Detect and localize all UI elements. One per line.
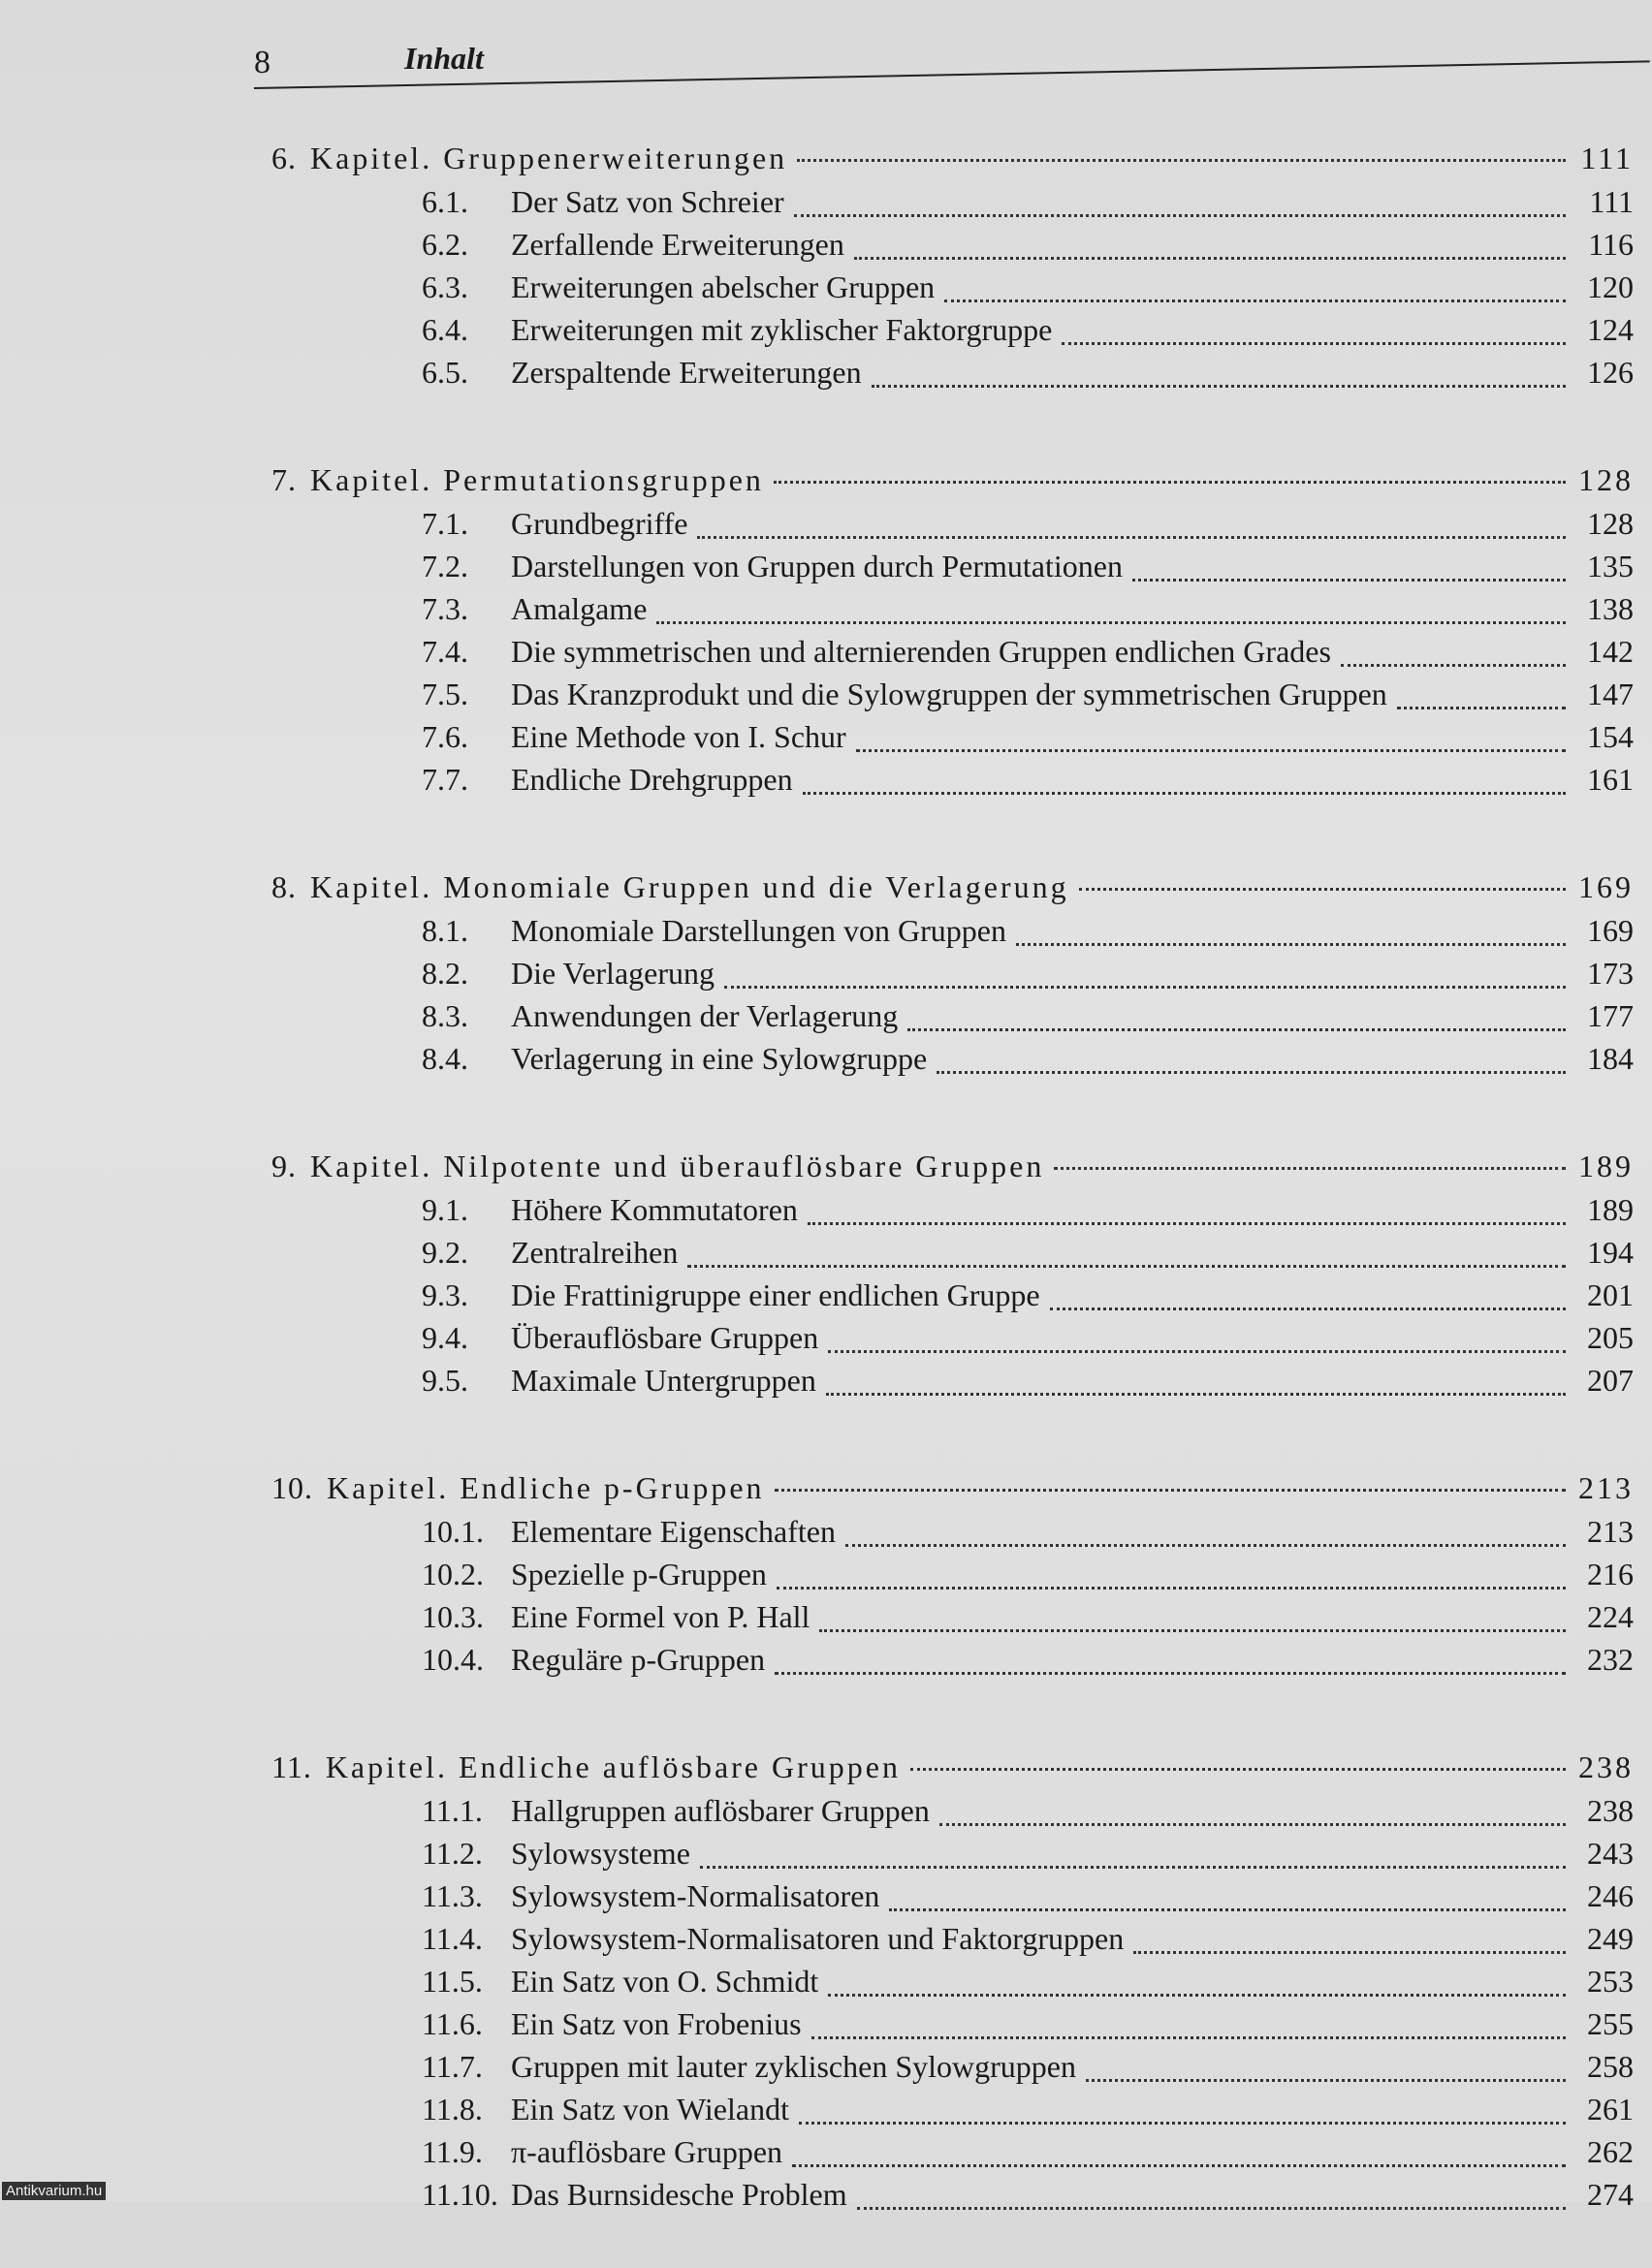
dot-leader [1132,579,1566,582]
chapter-heading [271,1132,1634,1192]
section-title: Reguläre p-Gruppen [511,1642,766,1677]
section-title: Hallgruppen auflösbarer Gruppen [511,1793,930,1828]
dot-leader [1054,1167,1566,1170]
section-page-ref: 138 [1587,591,1634,626]
section-page-ref: 116 [1588,227,1634,262]
dot-leader [1341,664,1566,667]
section-title: Die Frattinigruppe einer endlichen Gruppe [511,1277,1040,1312]
section-title: Ein Satz von Wielandt [511,2092,789,2126]
section-page-ref: 111 [1589,184,1634,219]
section-title: Amalgame [511,591,648,626]
dot-leader [803,792,1566,795]
section-number: 6.2. [422,227,468,262]
toc-entry [271,1878,1634,1921]
dot-leader [656,621,1566,624]
chapter-page-ref: 238 [1578,1749,1634,1784]
section-title: Monomiale Darstellungen von Gruppen [511,913,1006,948]
chapter-title: Kapitel. Endliche p-Gruppen [327,1470,765,1505]
toc-entry [271,1599,1634,1642]
toc-entry [271,2049,1634,2092]
section-title: Endliche Drehgruppen [511,762,793,797]
dot-leader [775,1489,1566,1492]
dot-leader [1086,2079,1566,2082]
section-title: Die symmetrischen und alternierenden Gruppen endlichen Grades [511,634,1331,669]
dot-leader [939,1823,1566,1826]
section-number: 9.4. [422,1320,468,1355]
section-title: Der Satz von Schreier [511,184,784,219]
section-page-ref: 238 [1587,1793,1634,1828]
chapter-number: 7. [271,462,297,497]
dot-leader [774,481,1566,484]
section-number: 11.2. [422,1836,483,1871]
toc-entry [271,1793,1634,1836]
section-title: Das Kranzprodukt und die Sylowgruppen der symmetrischen Gruppen [511,677,1387,711]
chapter-title: Kapitel. Permutationsgruppen [310,462,764,497]
chapter-title: Kapitel. Nilpotente und überauflösbare Gruppen [310,1149,1045,1183]
toc-entry [271,719,1634,762]
section-number: 10.4. [422,1642,484,1677]
toc-entry [271,1041,1634,1084]
section-number: 11.9. [422,2134,483,2169]
dot-leader [724,986,1566,989]
section-number: 8.2. [422,956,468,991]
section-number: 8.4. [422,1041,468,1076]
dot-leader [1062,342,1566,345]
dot-leader [792,2164,1566,2167]
chapter-heading [271,446,1634,506]
section-title: Sylowsystem-Normalisatoren und Faktorgruppen [511,1921,1125,1956]
dot-leader [811,2036,1566,2039]
dot-leader [799,2122,1566,2125]
toc-chapter [271,1733,1634,2220]
dot-leader [797,159,1566,162]
dot-leader [1050,1307,1566,1310]
toc-chapter [271,853,1634,1084]
section-number: 10.1. [422,1514,484,1549]
chapter-number: 11. [271,1749,312,1784]
chapter-title: Kapitel. Endliche auflösbare Gruppen [325,1749,901,1784]
dot-leader [828,1994,1566,1997]
chapter-heading [271,1454,1634,1514]
section-title: π-auflösbare Gruppen [511,2134,783,2169]
dot-leader [845,1544,1566,1547]
section-page-ref: 135 [1587,549,1634,583]
section-number: 11.3. [422,1878,483,1913]
section-title: Verlagerung in eine Sylowgruppe [511,1041,928,1076]
toc-entry [271,2134,1634,2177]
section-number: 8.3. [422,998,468,1033]
section-page-ref: 253 [1587,1964,1634,1999]
section-title: Höhere Kommutatoren [511,1192,798,1227]
section-number: 11.1. [422,1793,483,1828]
section-page-ref: 255 [1587,2006,1634,2041]
dot-leader [777,1587,1566,1590]
dot-leader [889,1908,1566,1911]
section-number: 7.5. [422,677,468,711]
toc-entry [271,1964,1634,2006]
toc-entry [271,506,1634,549]
chapter-number: 9. [271,1149,297,1183]
section-page-ref: 232 [1587,1642,1634,1677]
section-page-ref: 128 [1587,506,1634,541]
section-page-ref: 177 [1587,998,1634,1033]
toc-entry [271,549,1634,591]
toc-entry [271,1557,1634,1599]
dot-leader [854,257,1566,260]
toc-entry [271,1514,1634,1557]
chapter-title: Kapitel. Monomiale Gruppen und die Verlagerung [310,869,1069,904]
section-number: 11.10. [422,2177,498,2212]
section-title: Darstellungen von Gruppen durch Permutationen [511,549,1123,583]
dot-leader [794,214,1566,217]
chapter-number: 6. [271,141,297,175]
section-page-ref: 213 [1587,1514,1634,1549]
dot-leader [1397,707,1566,709]
chapter-page-ref: 169 [1578,869,1634,904]
section-number: 9.1. [422,1192,468,1227]
page-number: 8 [254,45,270,80]
watermark: Antikvarium.hu [2,2182,106,2200]
toc-entry [271,184,1634,227]
section-title: Eine Formel von P. Hall [511,1599,810,1634]
section-number: 11.7. [422,2049,483,2084]
toc-entry [271,227,1634,269]
chapter-heading [271,1733,1634,1793]
toc-chapter [271,1132,1634,1405]
table-of-contents [271,124,1634,2268]
running-title: Inhalt [404,41,484,76]
section-number: 6.3. [422,269,468,304]
dot-leader [937,1071,1566,1074]
toc-entry [271,1192,1634,1235]
section-page-ref: 124 [1587,312,1634,347]
section-number: 11.8. [422,2092,483,2126]
toc-entry [271,1320,1634,1363]
section-page-ref: 189 [1587,1192,1634,1227]
section-number: 9.5. [422,1363,468,1398]
dot-leader [819,1629,1566,1632]
chapter-heading [271,124,1634,184]
section-title: Grundbegriffe [511,506,688,541]
section-title: Das Burnsidesche Problem [511,2177,847,2212]
section-page-ref: 205 [1587,1320,1634,1355]
section-page-ref: 207 [1587,1363,1634,1398]
section-page-ref: 262 [1587,2134,1634,2169]
section-number: 8.1. [422,913,468,948]
toc-entry [271,677,1634,719]
section-title: Erweiterungen mit zyklischer Faktorgruppe [511,312,1053,347]
toc-entry [271,762,1634,804]
section-page-ref: 258 [1587,2049,1634,2084]
toc-entry [271,2177,1634,2220]
section-number: 7.7. [422,762,468,797]
section-title: Maximale Untergruppen [511,1363,816,1398]
section-title: Zerspaltende Erweiterungen [511,355,862,390]
section-title: Sylowsysteme [511,1836,690,1871]
dot-leader [826,1393,1566,1396]
section-title: Erweiterungen abelscher Gruppen [511,269,936,304]
chapter-title: Kapitel. Gruppenerweiterungen [310,141,788,175]
section-number: 6.4. [422,312,468,347]
dot-leader [687,1265,1566,1268]
section-number: 7.1. [422,506,468,541]
section-title: Eine Methode von I. Schur [511,719,846,754]
chapter-number: 10. [271,1470,313,1505]
section-number: 9.3. [422,1277,468,1312]
dot-leader [775,1672,1566,1675]
section-number: 10.2. [422,1557,484,1591]
section-title: Überauflösbare Gruppen [511,1320,819,1355]
toc-entry [271,269,1634,312]
toc-entry [271,312,1634,355]
dot-leader [944,299,1566,302]
dot-leader [910,1768,1566,1771]
toc-chapter [271,124,1634,397]
dot-leader [1016,943,1566,946]
chapter-number: 8. [271,869,297,904]
toc-entry [271,2092,1634,2134]
section-number: 7.2. [422,549,468,583]
toc-entry [271,634,1634,677]
dot-leader [1133,1951,1566,1954]
dot-leader [828,1350,1566,1353]
page-header [254,37,1650,95]
section-title: Zentralreihen [511,1235,679,1270]
section-page-ref: 120 [1587,269,1634,304]
section-number: 6.5. [422,355,468,390]
section-title: Ein Satz von Frobenius [511,2006,802,2041]
toc-entry [271,1642,1634,1685]
toc-chapter [271,1454,1634,1685]
section-number: 9.2. [422,1235,468,1270]
section-number: 6.1. [422,184,468,219]
toc-entry [271,591,1634,634]
chapter-heading [271,853,1634,913]
dot-leader [697,536,1566,539]
section-number: 7.3. [422,591,468,626]
section-page-ref: 246 [1587,1878,1634,1913]
toc-entry [271,1363,1634,1405]
chapter-page-ref: 128 [1578,462,1634,497]
section-page-ref: 243 [1587,1836,1634,1871]
chapter-page-ref: 189 [1578,1149,1634,1183]
section-page-ref: 249 [1587,1921,1634,1956]
section-page-ref: 194 [1587,1235,1634,1270]
chapter-page-ref: 213 [1578,1470,1634,1505]
section-number: 10.3. [422,1599,484,1634]
chapter-page-ref: 111 [1580,141,1634,175]
section-page-ref: 147 [1587,677,1634,711]
section-page-ref: 216 [1587,1557,1634,1591]
section-title: Gruppen mit lauter zyklischen Sylowgruppen [511,2049,1076,2084]
dot-leader [808,1222,1566,1225]
section-title: Ein Satz von O. Schmidt [511,1964,819,1999]
dot-leader [857,2207,1566,2210]
toc-entry [271,1836,1634,1878]
section-page-ref: 261 [1587,2092,1634,2126]
dot-leader [1079,888,1566,891]
dot-leader [872,385,1566,388]
toc-entry [271,355,1634,397]
section-title: Spezielle p-Gruppen [511,1557,767,1591]
section-number: 7.4. [422,634,468,669]
toc-entry [271,1277,1634,1320]
section-page-ref: 154 [1587,719,1634,754]
section-title: Zerfallende Erweiterungen [511,227,844,262]
section-title: Elementare Eigenschaften [511,1514,836,1549]
dot-leader [907,1028,1566,1031]
section-page-ref: 173 [1587,956,1634,991]
section-title: Anwendungen der Verlagerung [511,998,899,1033]
dot-leader [700,1866,1566,1869]
section-page-ref: 161 [1587,762,1634,797]
section-page-ref: 169 [1587,913,1634,948]
section-title: Die Verlagerung [511,956,715,991]
toc-entry [271,913,1634,956]
section-page-ref: 142 [1587,634,1634,669]
section-title: Sylowsystem-Normalisatoren [511,1878,880,1913]
toc-entry [271,998,1634,1041]
section-number: 11.6. [422,2006,483,2041]
section-number: 7.6. [422,719,468,754]
section-page-ref: 201 [1587,1277,1634,1312]
section-page-ref: 274 [1587,2177,1634,2212]
toc-entry [271,1921,1634,1964]
section-page-ref: 184 [1587,1041,1634,1076]
section-number: 11.5. [422,1964,483,1999]
section-page-ref: 224 [1587,1599,1634,1634]
toc-entry [271,956,1634,998]
toc-chapter [271,446,1634,804]
dot-leader [856,749,1566,752]
section-page-ref: 126 [1587,355,1634,390]
toc-entry [271,2006,1634,2049]
section-number: 11.4. [422,1921,483,1956]
toc-entry [271,1235,1634,1277]
